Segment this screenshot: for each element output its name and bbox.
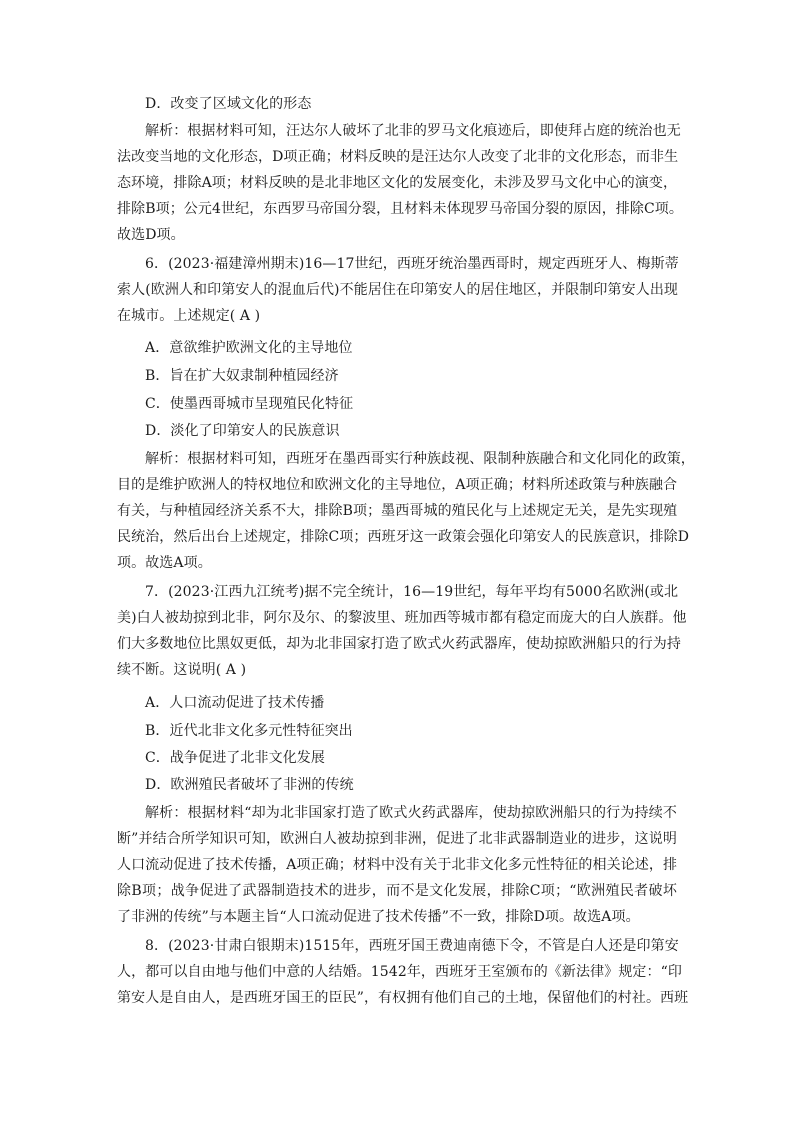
q6-stem-line-3: 在城市。上述规定( A ) [117,308,261,324]
q5-analysis-line-3: 态环境，排除A项；材料反映的是北非地区文化的发展变化，未涉及罗马文化中心的演变， [117,175,678,191]
q6-analysis-line-1: 解析：根据材料可知，西班牙在墨西哥实行种族歧视、限制种族融合和文化同化的政策， [145,451,695,467]
q7-analysis-line-2: 断”并结合所学知识可知，欧洲白人被劫掠到非洲，促进了北非武器制造业的进步，这说明 [117,831,677,847]
q6-stem-line-2: 索人(欧洲人和印第安人的混血后代)不能居住在印第安人的居住地区，并限制印第安人出现 [117,282,679,298]
q7-analysis-line-1: 解析：根据材料“却为北非国家打造了欧式火药武器库，使劫掠欧洲船只的行为持续不 [145,805,677,821]
q5-analysis-line-1: 解析：根据材料可知，汪达尔人破坏了北非的罗马文化痕迹后，即使拜占庭的统治也无 [145,123,681,139]
q5-analysis-line-2: 法改变当地的文化形态，D项正确；材料反映的是汪达尔人改变了北非的文化形态，而非生 [117,149,679,165]
q6-option-a: A．意欲维护欧洲文化的主导地位 [145,340,353,356]
q6-analysis-line-5: 项。故选A项。 [117,555,212,571]
q7-stem-line-3: 们大多数地位比黑奴更低，却为北非国家打造了欧式火药武器库，使劫掠欧洲船只的行为持 [117,636,681,652]
q7-analysis-line-4: 除B项；战争促进了武器制造技术的进步，而不是文化发展，排除C项；“欧洲殖民者破坏 [117,883,677,899]
q7-analysis-line-3: 人口流动促进了技术传播，A项正确；材料中没有关于北非文化多元性特征的相关论述，排 [117,857,678,873]
q5-analysis-line-4: 排除B项；公元4世纪，东西罗马帝国分裂，且材料未体现罗马帝国分裂的原因，排除C项。 [117,201,684,217]
q7-analysis-line-5: 了非洲的传统”与本题主旨“人口流动促进了技术传播”不一致，排除D项。故选A项。 [117,909,640,925]
q7-option-d: D．欧洲殖民者破坏了非洲的传统 [145,777,354,793]
q7-option-a: A．人口流动促进了技术传播 [145,695,325,711]
q6-option-c: C．使墨西哥城市呈现殖民化特征 [145,396,354,412]
q6-option-b: B．旨在扩大奴隶制种植园经济 [145,368,339,384]
q5-option-d: D．改变了区域文化的形态 [145,96,312,112]
q6-analysis-line-2: 目的是维护欧洲人的特权地位和欧洲文化的主导地位，A项正确；材料所述政策与种族融合 [117,477,678,493]
q7-stem-line-4: 续不断。这说明( A ) [117,662,247,678]
q6-stem-line-1: 6．(2023·福建漳州期末)16—17世纪，西班牙统治墨西哥时，规定西班牙人、梅斯蒂 [145,256,679,272]
q8-stem-line-2: 人，都可以自由地与他们中意的人结婚。1542年，西班牙王室颁布的《新法律》规定：“印 [117,964,682,980]
q8-stem-line-3: 第安人是自由人，是西班牙国王的臣民”，有权拥有他们自己的土地，保留他们的村社。西班 [117,990,689,1006]
q7-stem-line-2: 美)白人被劫掠到北非，阿尔及尔、的黎波里、班加西等城市都有稳定而庞大的白人族群。他 [117,610,687,626]
q6-option-d: D．淡化了印第安人的民族意识 [145,423,340,439]
q8-stem-line-1: 8．(2023·甘肃白银期末)1515年，西班牙国王费迪南德下令，不管是白人还是印第安 [145,938,679,954]
q7-stem-line-1: 7．(2023·江西九江统考)据不完全统计，16—19世纪，每年平均有5000名欧洲(或北 [145,584,679,600]
q7-option-c: C．战争促进了北非文化发展 [145,750,326,766]
q6-analysis-line-3: 有关，与种植园经济关系不大，排除B项；墨西哥城的殖民化与上述规定无关，是先实现殖 [117,503,678,519]
q5-analysis-line-5: 故选D项。 [117,227,185,243]
q6-analysis-line-4: 民统治，然后出台上述规定，排除C项；西班牙这一政策会强化印第安人的民族意识，排除D [117,529,690,545]
q7-option-b: B．近代北非文化多元性特征突出 [145,723,353,739]
